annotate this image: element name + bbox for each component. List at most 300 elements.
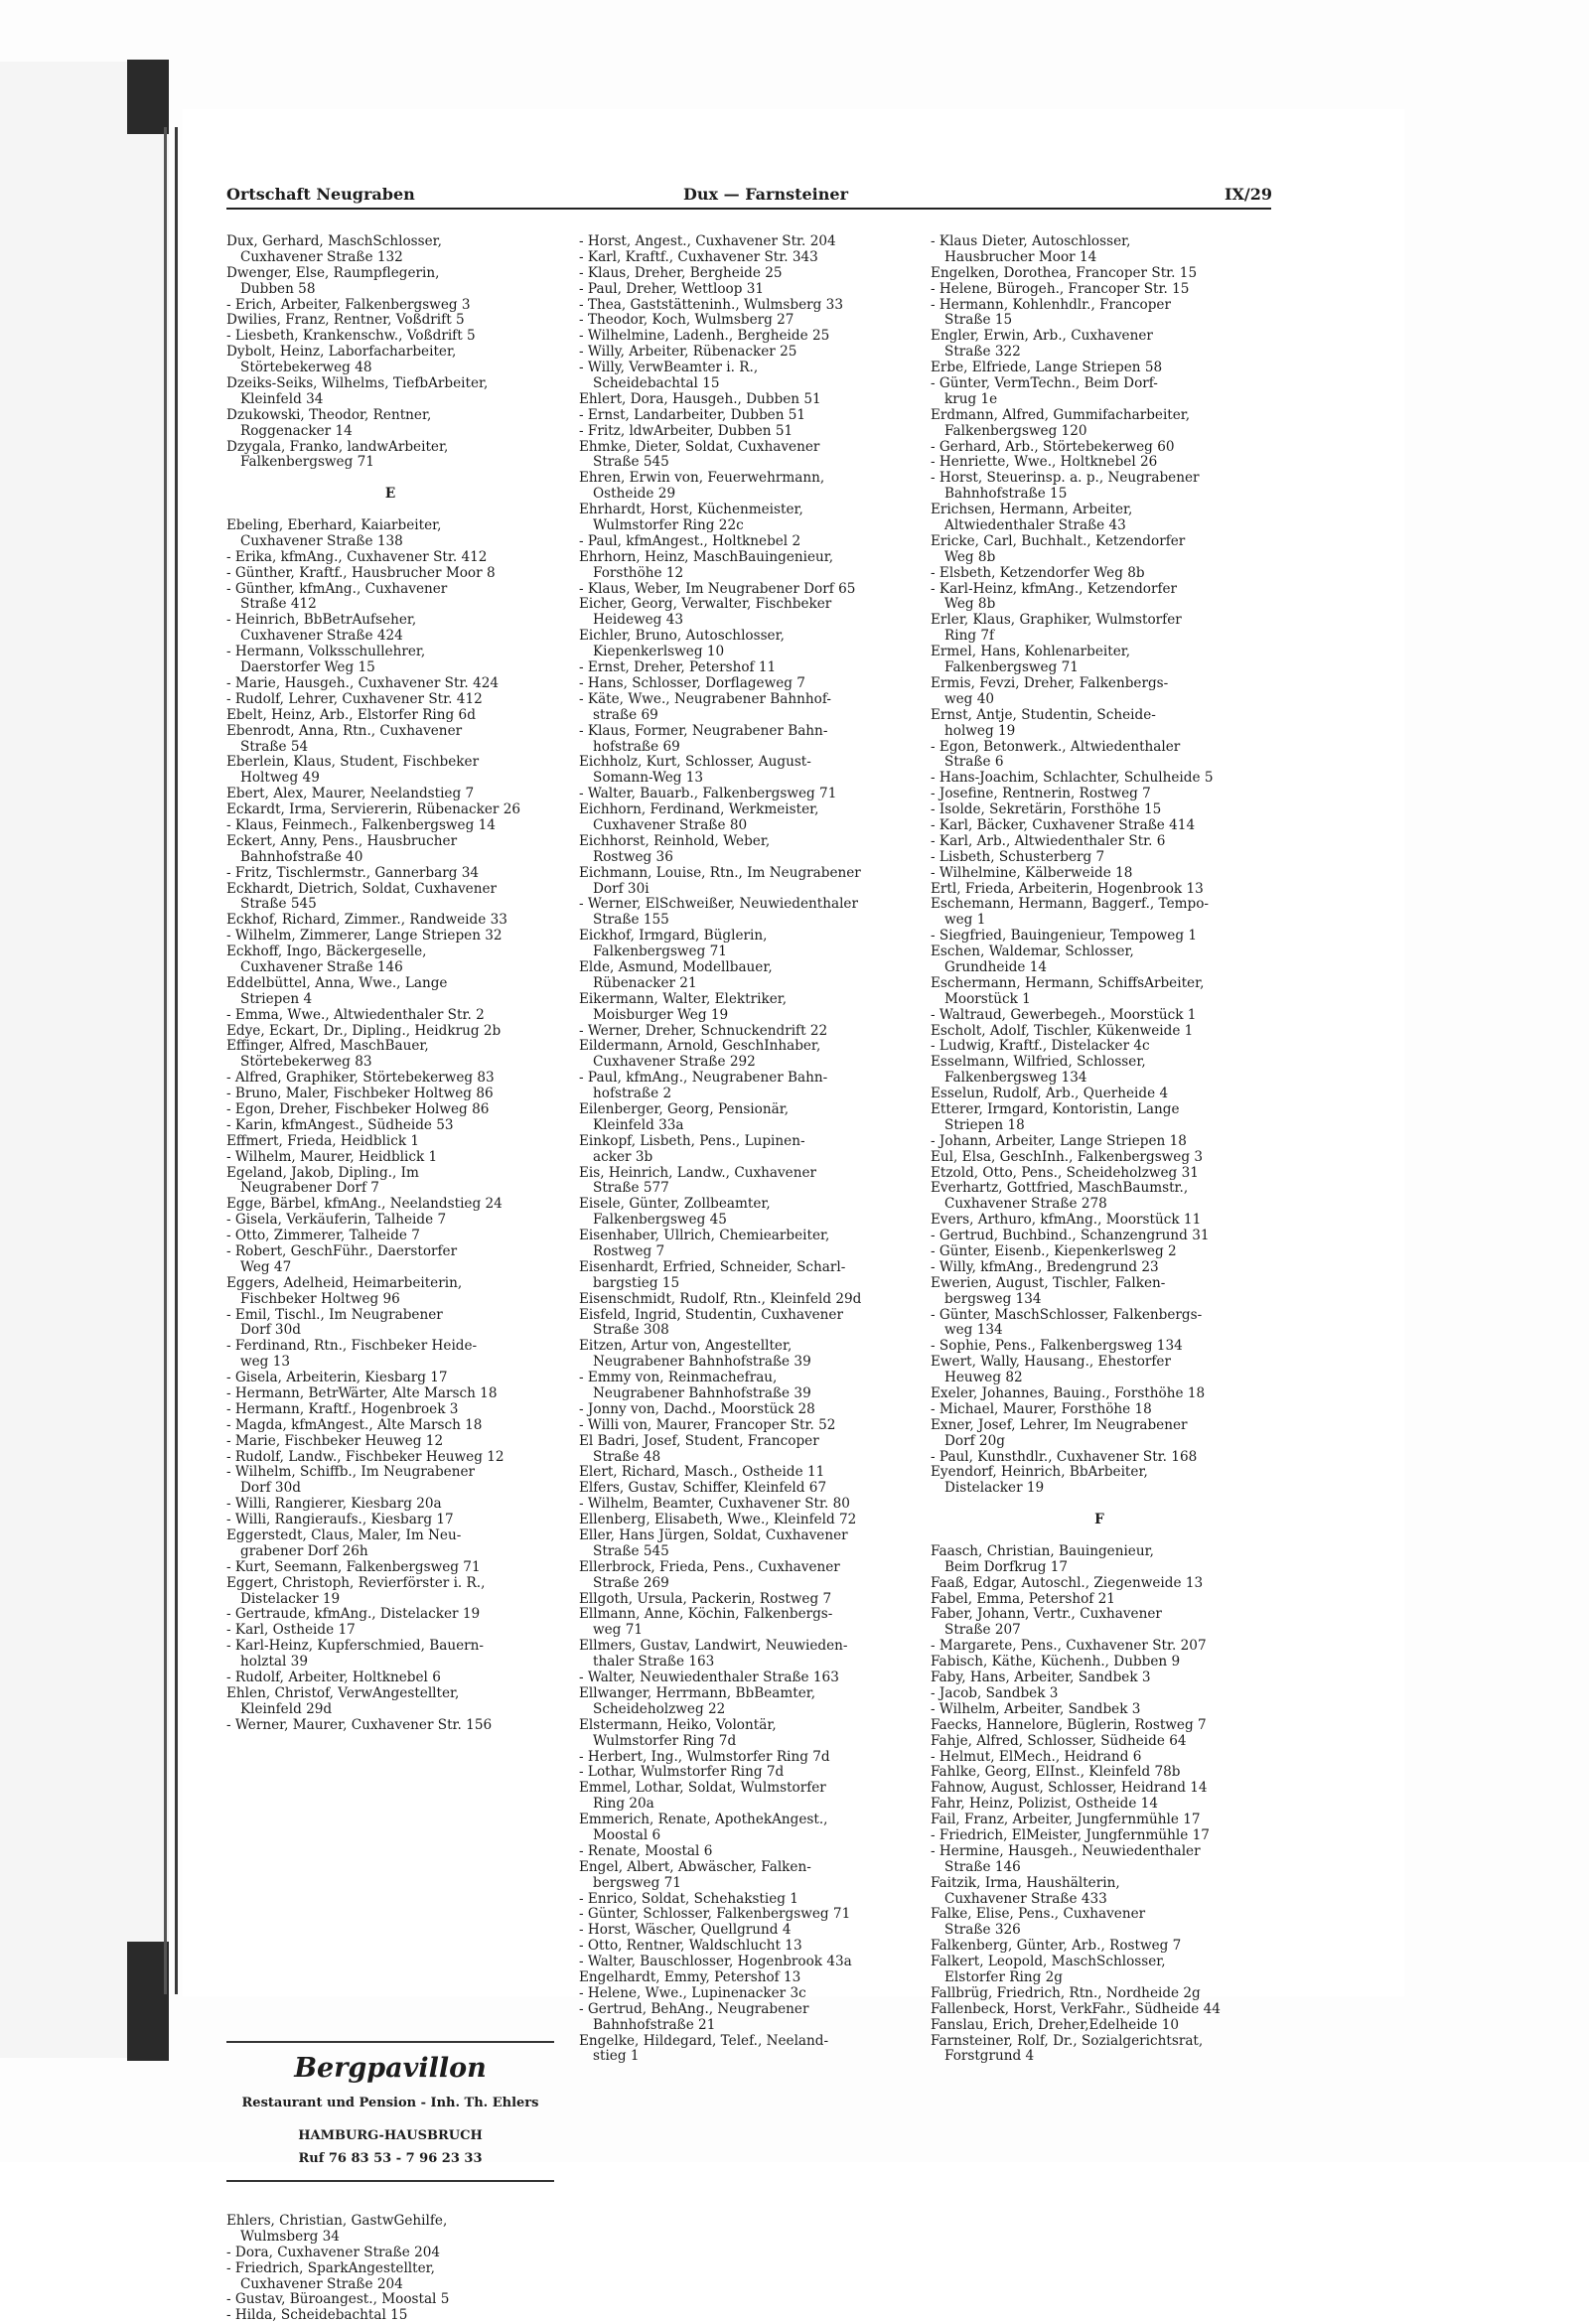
directory-entry-continuation: Straße 545	[593, 454, 669, 471]
directory-entry: Fanslau, Erich, Dreher,Edelheide 10	[931, 2016, 1180, 2033]
directory-entry: - Wilhelm, Arbeiter, Sandbek 3	[931, 1700, 1141, 1717]
directory-entry: - Horst, Steuerinsp. a. p., Neugrabener	[931, 470, 1200, 487]
directory-entry: Ebelt, Heinz, Arb., Elstorfer Ring 6d	[226, 706, 476, 723]
directory-entry: - Käte, Wwe., Neugrabener Bahnhof-	[579, 690, 831, 707]
directory-entry: Effmert, Frieda, Heidblick 1	[226, 1132, 420, 1149]
directory-entry: Faecks, Hannelore, Büglerin, Rostweg 7	[931, 1716, 1207, 1733]
directory-entry-continuation: stieg 1	[593, 2048, 640, 2065]
directory-entry: Farnsteiner, Rolf, Dr., Sozialgerichtsrat,	[931, 2032, 1204, 2049]
directory-entry: Evers, Arthuro, kfmAng., Moorstück 11	[931, 1212, 1202, 1229]
directory-entry: - Günther, kfmAng., Cuxhavener	[226, 580, 448, 597]
directory-entry-continuation: Dorf 30d	[240, 1322, 301, 1339]
directory-entry-continuation: Straße 48	[593, 1448, 661, 1465]
directory-entry-continuation: Cuxhavener Straße 132	[240, 248, 403, 265]
directory-entry: Faasch, Christian, Bauingenieur,	[931, 1542, 1154, 1559]
directory-entry: - Friedrich, SparkAngestellter,	[226, 2259, 435, 2276]
directory-entry: - Rudolf, Arbeiter, Holtknebel 6	[226, 1670, 441, 1686]
directory-entry-continuation: Dubben 58	[240, 280, 316, 297]
directory-entry: - Lisbeth, Schusterberg 7	[931, 848, 1105, 865]
running-header-center: Dux — Farnsteiner	[683, 185, 848, 204]
ad-title: Bergpavillon	[294, 2053, 487, 2084]
directory-column-1	[226, 234, 554, 1734]
directory-entry: - Helene, Wwe., Lupinenacker 3c	[579, 1984, 806, 2001]
directory-entry: - Jonny von, Dachd., Moorstück 28	[579, 1400, 815, 1417]
directory-entry: - Karl, Bäcker, Cuxhavener Straße 414	[931, 816, 1196, 833]
directory-entry-continuation: grabener Dorf 26h	[240, 1542, 368, 1559]
directory-entry-continuation: Cuxhavener Straße 138	[240, 532, 403, 549]
directory-entry: - Ernst, Landarbeiter, Dubben 51	[579, 406, 806, 423]
directory-entry: - Lothar, Wulmstorfer Ring 7d	[579, 1764, 785, 1781]
directory-entry-continuation: thaler Straße 163	[593, 1654, 715, 1670]
directory-entry: - Kurt, Seemann, Falkenbergsweg 71	[226, 1558, 481, 1575]
directory-entry: Ehlert, Dora, Hausgeh., Dubben 51	[579, 390, 821, 407]
directory-entry: - Erika, kfmAng., Cuxhavener Str. 412	[226, 548, 488, 565]
directory-entry: Eicher, Georg, Verwalter, Fischbeker	[579, 596, 832, 613]
directory-entry: - Hermine, Hausgeh., Neuwiedenthaler	[931, 1842, 1201, 1859]
directory-entry: Fabisch, Käthe, Küchenh., Dubben 9	[931, 1654, 1181, 1670]
directory-entry: Dzukowski, Theodor, Rentner,	[226, 406, 432, 423]
directory-entry: - Gertrud, Buchbind., Schanzengrund 31	[931, 1228, 1210, 1244]
directory-entry: - Bruno, Maler, Fischbeker Holtweg 86	[226, 1086, 494, 1102]
directory-entry-continuation: Cuxhavener Straße 278	[944, 1196, 1107, 1213]
directory-entry-continuation: Forsthöhe 12	[593, 564, 684, 581]
directory-entry: - Günter, MaschSchlosser, Falkenbergs-	[931, 1306, 1203, 1323]
directory-entry-continuation: Elstorfer Ring 2g	[944, 1968, 1063, 1985]
directory-entry: Etterer, Irmgard, Kontoristin, Lange	[931, 1100, 1180, 1117]
directory-entry: - Klaus, Weber, Im Neugrabener Dorf 65	[579, 580, 856, 597]
directory-entry-continuation: Straße 146	[944, 1858, 1021, 1875]
directory-entry: Ernst, Antje, Studentin, Scheide-	[931, 706, 1156, 723]
directory-entry: Ehrhardt, Horst, Küchenmeister,	[579, 502, 803, 518]
directory-entry-continuation: Bahnhofstraße 40	[240, 848, 363, 865]
directory-entry: - Dora, Cuxhavener Straße 204	[226, 2244, 441, 2260]
header-rule	[226, 208, 1271, 210]
directory-entry-continuation: Altwiedenthaler Straße 43	[944, 517, 1126, 534]
directory-entry: - Siegfried, Bauingenieur, Tempoweg 1	[931, 928, 1198, 944]
directory-entry: Ellmann, Anne, Köchin, Falkenbergs-	[579, 1606, 833, 1623]
directory-entry: - Gerhard, Arb., Störtebekerweg 60	[931, 438, 1175, 455]
directory-entry: Eyendorf, Heinrich, BbArbeiter,	[931, 1464, 1148, 1481]
directory-entry: Eisenhardt, Erfried, Schneider, Scharl-	[579, 1258, 846, 1275]
directory-entry: - Otto, Rentner, Waldschlucht 13	[579, 1938, 802, 1955]
directory-entry-continuation: Falkenbergsweg 120	[944, 422, 1087, 439]
directory-entry: Eitzen, Artur von, Angestellter,	[579, 1338, 793, 1355]
directory-entry: - Fritz, ldwArbeiter, Dubben 51	[579, 422, 794, 439]
directory-entry: Exeler, Johannes, Bauing., Forsthöhe 18	[931, 1385, 1206, 1402]
directory-entry: Eisenhaber, Ullrich, Chemiearbeiter,	[579, 1228, 830, 1244]
directory-entry: - Johann, Arbeiter, Lange Striepen 18	[931, 1132, 1187, 1149]
directory-entry: Ericke, Carl, Buchhalt., Ketzendorfer	[931, 532, 1186, 549]
directory-entry-continuation: Cuxhavener Straße 433	[944, 1890, 1107, 1907]
directory-entry: - Henriette, Wwe., Holtknebel 26	[931, 454, 1158, 471]
directory-entry-continuation: Grundheide 14	[944, 958, 1048, 975]
directory-entry: - Herbert, Ing., Wulmstorfer Ring 7d	[579, 1748, 830, 1765]
directory-entry: Ellerbrock, Frieda, Pens., Cuxhavener	[579, 1558, 840, 1575]
directory-entry-continuation: Straße 6	[944, 754, 1004, 771]
directory-entry: Fahr, Heinz, Polizist, Ostheide 14	[931, 1796, 1158, 1813]
directory-entry-continuation: Rostweg 36	[593, 848, 673, 865]
directory-entry: - Karl-Heinz, kfmAng., Ketzendorfer	[931, 580, 1178, 597]
directory-entry: - Willy, Arbeiter, Rübenacker 25	[579, 344, 797, 361]
directory-entry: - Willy, VerwBeamter i. R.,	[579, 360, 759, 376]
directory-entry: - Erich, Arbeiter, Falkenbergsweg 3	[226, 296, 471, 313]
directory-entry: - Ernst, Dreher, Petershof 11	[579, 659, 777, 676]
directory-entry-continuation: weg 1	[944, 912, 986, 929]
directory-entry: Effinger, Alfred, MaschBauer,	[226, 1038, 429, 1055]
directory-entry: Everhartz, Gottfried, MaschBaumstr.,	[931, 1180, 1189, 1197]
directory-entry: Ellmers, Gustav, Landwirt, Neuwieden-	[579, 1638, 848, 1655]
directory-entry: - Karin, kfmAngest., Südheide 53	[226, 1116, 454, 1133]
directory-entry-continuation: Straße 577	[593, 1180, 669, 1197]
directory-entry: Faby, Hans, Arbeiter, Sandbek 3	[931, 1670, 1151, 1686]
directory-entry: - Alfred, Graphiker, Störtebekerweg 83	[226, 1070, 495, 1087]
directory-entry-continuation: bergsweg 71	[593, 1874, 681, 1891]
directory-entry: - Gustav, Büroangest., Moostal 5	[226, 2291, 450, 2308]
directory-entry: Eggert, Christoph, Revierförster i. R.,	[226, 1574, 486, 1591]
directory-entry: Dwenger, Else, Raumpflegerin,	[226, 264, 440, 281]
directory-entry: Eis, Heinrich, Landw., Cuxhavener	[579, 1164, 817, 1181]
directory-entry: - Werner, Maurer, Cuxhavener Str. 156	[226, 1716, 493, 1733]
directory-entry: - Ferdinand, Rtn., Fischbeker Heide-	[226, 1338, 478, 1355]
directory-entry: - Gertraude, kfmAng., Distelacker 19	[226, 1606, 481, 1623]
directory-entry-continuation: Dorf 30i	[593, 880, 650, 897]
directory-entry: Elstermann, Heiko, Volontär,	[579, 1716, 777, 1733]
directory-entry-continuation: Wulmstorfer Ring 7d	[593, 1732, 737, 1749]
directory-entry: Fallbrüg, Friedrich, Rtn., Nordheide 2g	[931, 1984, 1201, 2001]
directory-entry: Esselun, Rudolf, Arb., Querheide 4	[931, 1086, 1169, 1102]
directory-entry-continuation: Kleinfeld 33a	[593, 1116, 684, 1133]
directory-entry-continuation: straße 69	[593, 706, 658, 723]
directory-entry: Ebenrodt, Anna, Rtn., Cuxhavener	[226, 722, 463, 739]
directory-entry-continuation: Fischbeker Holtweg 96	[240, 1290, 400, 1307]
directory-entry: - Hermann, Kraftf., Hogenbroek 3	[226, 1400, 459, 1417]
directory-entry-continuation: Straße 322	[944, 344, 1021, 361]
directory-entry: Engelke, Hildegard, Telef., Neeland-	[579, 2032, 829, 2049]
directory-entry-continuation: weg 134	[944, 1322, 1003, 1339]
directory-entry: - Willy, kfmAng., Bredengrund 23	[931, 1258, 1159, 1275]
directory-entry-continuation: bergsweg 134	[944, 1290, 1042, 1307]
directory-entry-continuation: Beim Dorfkrug 17	[944, 1558, 1069, 1575]
directory-entry-continuation: Falkenbergsweg 71	[944, 659, 1079, 676]
directory-entry-continuation: hofstraße 2	[593, 1086, 672, 1102]
directory-entry: - Paul, kfmAngest., Holtknebel 2	[579, 532, 801, 549]
directory-entry: - Willi, Rangierer, Kiesbarg 20a	[226, 1496, 442, 1513]
directory-entry: Engelken, Dorothea, Francoper Str. 15	[931, 264, 1198, 281]
directory-entry: - Enrico, Soldat, Schehakstieg 1	[579, 1890, 798, 1907]
directory-entry: Eckhoff, Ingo, Bäckergeselle,	[226, 944, 427, 960]
directory-entry: - Sophie, Pens., Falkenbergsweg 134	[931, 1338, 1183, 1355]
directory-entry-continuation: krug 1e	[944, 390, 998, 407]
directory-entry-continuation: Holtweg 49	[240, 770, 320, 787]
directory-entry: Fallenbeck, Horst, VerkFahr., Südheide 44	[931, 2000, 1221, 2017]
section-letter: E	[384, 486, 396, 503]
directory-entry-continuation: Weg 8b	[944, 596, 996, 613]
directory-column-1-tail	[226, 2214, 554, 2324]
directory-entry-continuation: Cuxhavener Straße 146	[240, 958, 403, 975]
directory-entry-continuation: Forstgrund 4	[944, 2048, 1035, 2065]
directory-entry: - Werner, Dreher, Schnuckendrift 22	[579, 1022, 828, 1039]
directory-entry: - Josefine, Rentnerin, Rostweg 7	[931, 786, 1151, 802]
directory-entry: Fahlke, Georg, ElInst., Kleinfeld 78b	[931, 1764, 1181, 1781]
directory-entry: Engel, Albert, Abwäscher, Falken-	[579, 1858, 811, 1875]
directory-entry: Eikermann, Walter, Elektriker,	[579, 990, 788, 1007]
directory-entry: - Karl, Arb., Altwiedenthaler Str. 6	[931, 832, 1166, 849]
directory-entry-continuation: Distelacker 19	[944, 1480, 1045, 1497]
directory-entry: - Rudolf, Landw., Fischbeker Heuweg 12	[226, 1448, 505, 1465]
directory-entry-continuation: Störtebekerweg 83	[240, 1054, 372, 1071]
directory-entry: Ebert, Alex, Maurer, Neelandstieg 7	[226, 786, 475, 802]
directory-entry-continuation: Scheideholzweg 22	[593, 1700, 726, 1717]
directory-entry: - Wilhelm, Beamter, Cuxhavener Str. 80	[579, 1496, 850, 1513]
directory-entry: Eberlein, Klaus, Student, Fischbeker	[226, 754, 480, 771]
directory-entry: - Karl, Ostheide 17	[226, 1622, 356, 1639]
directory-entry-continuation: weg 40	[944, 690, 995, 707]
directory-entry-continuation: Moostal 6	[593, 1826, 661, 1843]
directory-entry-continuation: Weg 47	[240, 1258, 292, 1275]
directory-entry-continuation: Bahnhofstraße 15	[944, 486, 1068, 503]
directory-entry: - Paul, Dreher, Wettloop 31	[579, 280, 765, 297]
ad-line-3: Ruf 76 83 53 - 7 96 23 33	[298, 2151, 483, 2166]
directory-entry: - Willi, Rangieraufs., Kiesbarg 17	[226, 1512, 454, 1528]
directory-entry: Eddelbüttel, Anna, Wwe., Lange	[226, 974, 448, 991]
directory-entry-continuation: Kiepenkerlsweg 10	[593, 644, 725, 660]
directory-entry-continuation: Scheidebachtal 15	[593, 375, 720, 392]
directory-entry: - Walter, Bauarb., Falkenbergsweg 71	[579, 786, 837, 802]
directory-entry-continuation: Falkenbergsweg 45	[593, 1212, 727, 1229]
directory-entry-continuation: Wulmstorfer Ring 22c	[593, 517, 744, 534]
directory-entry: - Isolde, Sekretärin, Forsthöhe 15	[931, 801, 1162, 818]
directory-entry: Eildermann, Arnold, GeschInhaber,	[579, 1038, 821, 1055]
directory-entry: - Michael, Maurer, Forsthöhe 18	[931, 1400, 1152, 1417]
directory-entry: Eschermann, Hermann, SchiffsArbeiter,	[931, 974, 1205, 991]
directory-entry: - Waltraud, Gewerbegeh., Moorstück 1	[931, 1006, 1197, 1023]
directory-entry: - Gisela, Arbeiterin, Kiesbarg 17	[226, 1370, 448, 1386]
directory-entry: Einkopf, Lisbeth, Pens., Lupinen-	[579, 1132, 805, 1149]
directory-entry: Eichhorst, Reinhold, Weber,	[579, 832, 771, 849]
directory-entry: - Jacob, Sandbek 3	[931, 1684, 1059, 1701]
directory-entry-continuation: Ring 7f	[944, 628, 995, 645]
directory-entry: - Marie, Fischbeker Heuweg 12	[226, 1432, 444, 1449]
directory-entry: Eichler, Bruno, Autoschlosser,	[579, 628, 785, 645]
directory-entry: - Walter, Bauschlosser, Hogenbrook 43a	[579, 1954, 852, 1970]
directory-entry: - Walter, Neuwiedenthaler Straße 163	[579, 1670, 839, 1686]
directory-entry-continuation: Straße 545	[593, 1542, 669, 1559]
spine-edge-inner	[175, 127, 178, 1994]
directory-entry: - Fritz, Tischlermstr., Gannerbarg 34	[226, 864, 480, 881]
directory-entry-continuation: hofstraße 69	[593, 738, 680, 755]
directory-entry: - Renate, Moostal 6	[579, 1842, 713, 1859]
directory-entry: Engler, Erwin, Arb., Cuxhavener	[931, 328, 1153, 345]
directory-entry: - Helene, Bürogeh., Francoper Str. 15	[931, 280, 1190, 297]
directory-entry-continuation: Cuxhavener Straße 292	[593, 1054, 756, 1071]
directory-entry: Escholt, Adolf, Tischler, Kükenweide 1	[931, 1022, 1194, 1039]
directory-entry: - Klaus, Former, Neugrabener Bahn-	[579, 722, 828, 739]
directory-entry: Faitzik, Irma, Haushälterin,	[931, 1874, 1120, 1891]
directory-entry-continuation: Striepen 4	[240, 990, 313, 1007]
directory-entry-continuation: acker 3b	[593, 1148, 653, 1165]
directory-entry-continuation: Daerstorfer Weg 15	[240, 659, 375, 676]
directory-entry: - Liesbeth, Krankenschw., Voßdrift 5	[226, 328, 476, 345]
directory-entry: Eichhorn, Ferdinand, Werkmeister,	[579, 801, 819, 818]
directory-entry: - Karl-Heinz, Kupferschmied, Bauern-	[226, 1638, 485, 1655]
directory-entry-continuation: holweg 19	[944, 722, 1016, 739]
directory-entry-continuation: Falkenbergsweg 134	[944, 1070, 1087, 1087]
directory-entry: - Günther, Kraftf., Hausbrucher Moor 8	[226, 564, 496, 581]
directory-entry-continuation: Falkenbergsweg 71	[593, 944, 727, 960]
directory-entry	[931, 1497, 1268, 1513]
directory-entry: - Otto, Zimmerer, Talheide 7	[226, 1228, 420, 1244]
directory-entry: Dybolt, Heinz, Laborfacharbeiter,	[226, 344, 457, 361]
directory-entry: Faaß, Edgar, Autoschl., Ziegenweide 13	[931, 1574, 1204, 1591]
directory-entry-continuation: Cuxhavener Straße 80	[593, 816, 748, 833]
directory-entry-continuation: weg 71	[593, 1622, 644, 1639]
directory-entry-continuation: Cuxhavener Straße 424	[240, 628, 403, 645]
directory-entry-continuation: Neugrabener Bahnhofstraße 39	[593, 1354, 811, 1371]
directory-entry: - Ludwig, Kraftf., Distelacker 4c	[931, 1038, 1150, 1055]
directory-entry: - Günter, Eisenb., Kiepenkerlsweg 2	[931, 1243, 1177, 1259]
directory-entry: - Wilhelmine, Ladenh., Bergheide 25	[579, 328, 830, 345]
directory-entry: Elde, Asmund, Modellbauer,	[579, 958, 773, 975]
directory-entry: - Horst, Wäscher, Quellgrund 4	[579, 1922, 792, 1939]
directory-entry: Eisfeld, Ingrid, Studentin, Cuxhavener	[579, 1306, 843, 1323]
directory-entry: - Hermann, BetrWärter, Alte Marsch 18	[226, 1385, 498, 1402]
directory-entry: - Gisela, Verkäuferin, Talheide 7	[226, 1212, 447, 1229]
directory-entry: - Theodor, Koch, Wulmsberg 27	[579, 312, 794, 329]
advertisement-box	[226, 2041, 554, 2182]
directory-entry: Fahnow, August, Schlosser, Heidrand 14	[931, 1780, 1208, 1797]
directory-entry: - Paul, Kunsthdlr., Cuxhavener Str. 168	[931, 1448, 1198, 1465]
directory-entry: Eickhof, Irmgard, Büglerin,	[579, 928, 768, 944]
directory-entry: Ehlen, Christof, VerwAngestellter,	[226, 1684, 460, 1701]
directory-entry: - Werner, ElSchweißer, Neuwiedenthaler	[579, 896, 858, 913]
directory-entry: Eichholz, Kurt, Schlosser, August-	[579, 754, 811, 771]
directory-entry-continuation: Straße 155	[593, 912, 669, 929]
directory-entry: Fabel, Emma, Petershof 21	[931, 1590, 1115, 1607]
directory-entry: - Hilda, Scheidebachtal 15	[226, 2307, 408, 2324]
directory-entry: Eckhardt, Dietrich, Soldat, Cuxhavener	[226, 880, 498, 897]
directory-entry: Eul, Elsa, GeschInh., Falkenbergsweg 3	[931, 1148, 1204, 1165]
directory-entry: - Emmy von, Reinmachefrau,	[579, 1370, 778, 1386]
directory-entry-continuation: Straße 326	[944, 1922, 1021, 1939]
running-header-right: IX/29	[1225, 185, 1273, 204]
directory-entry: Egge, Bärbel, kfmAng., Neelandstieg 24	[226, 1196, 503, 1213]
directory-entry: Faber, Johann, Vertr., Cuxhavener	[931, 1606, 1162, 1623]
running-header-left: Ortschaft Neugraben	[226, 185, 415, 204]
directory-entry: Dzeiks-Seiks, Wilhelms, TiefbArbeiter,	[226, 375, 489, 392]
directory-entry-continuation: holztal 39	[240, 1654, 308, 1670]
directory-entry: Emmel, Lothar, Soldat, Wulmstorfer	[579, 1780, 826, 1797]
directory-entry: Eller, Hans Jürgen, Soldat, Cuxhavener	[579, 1527, 848, 1544]
directory-entry: - Willi von, Maurer, Francoper Str. 52	[579, 1416, 836, 1433]
directory-entry: - Emil, Tischl., Im Neugrabener	[226, 1306, 443, 1323]
directory-entry: Falke, Elise, Pens., Cuxhavener	[931, 1906, 1146, 1923]
directory-entry: - Egon, Dreher, Fischbeker Holweg 86	[226, 1100, 490, 1117]
directory-entry: Exner, Josef, Lehrer, Im Neugrabener	[931, 1416, 1188, 1433]
directory-entry-continuation: Bahnhofstraße 21	[593, 2016, 716, 2033]
directory-entry-continuation: Heideweg 43	[593, 612, 683, 629]
directory-entry: - Wilhelm, Maurer, Heidblick 1	[226, 1148, 438, 1165]
ad-line-2: HAMBURG-HAUSBRUCH	[298, 2128, 483, 2143]
directory-entry: - Magda, kfmAngest., Alte Marsch 18	[226, 1416, 483, 1433]
directory-entry: Eisele, Günter, Zollbeamter,	[579, 1196, 771, 1213]
directory-entry: Emmerich, Renate, ApothekAngest.,	[579, 1812, 828, 1828]
directory-entry: Eckhof, Richard, Zimmer., Randweide 33	[226, 912, 507, 929]
directory-entry: - Helmut, ElMech., Heidrand 6	[931, 1748, 1142, 1765]
directory-entry: Ebeling, Eberhard, Kaiarbeiter,	[226, 517, 442, 534]
directory-entry: - Rudolf, Lehrer, Cuxhavener Str. 412	[226, 690, 483, 707]
directory-entry-continuation: Dorf 30d	[240, 1480, 301, 1497]
directory-entry-continuation: Straße 207	[944, 1622, 1021, 1639]
directory-entry: Eggers, Adelheid, Heimarbeiterin,	[226, 1274, 463, 1291]
directory-column-2	[579, 234, 907, 2065]
directory-entry-continuation: Straße 545	[240, 896, 317, 913]
directory-entry-continuation: Ostheide 29	[593, 486, 676, 503]
ad-bottom-rule	[226, 2180, 554, 2182]
directory-entry: Elert, Richard, Masch., Ostheide 11	[579, 1464, 825, 1481]
directory-entry: - Wilhelm, Schiffb., Im Neugrabener	[226, 1464, 475, 1481]
directory-entry-continuation: Kleinfeld 34	[240, 390, 324, 407]
directory-entry: - Hermann, Volksschullehrer,	[226, 644, 426, 660]
directory-entry: Dzygala, Franko, landwArbeiter,	[226, 438, 449, 455]
directory-entry-continuation: Somann-Weg 13	[593, 770, 704, 787]
directory-entry: - Thea, Gaststätteninh., Wulmsberg 33	[579, 296, 843, 313]
directory-entry: Eisenschmidt, Rudolf, Rtn., Kleinfeld 29d	[579, 1290, 862, 1307]
directory-entry-continuation: weg 13	[240, 1354, 291, 1371]
left-page-fragment	[0, 62, 169, 2058]
directory-entry: Eilenberger, Georg, Pensionär,	[579, 1100, 790, 1117]
directory-entry: Ehlers, Christian, GastwGehilfe,	[226, 2213, 448, 2229]
directory-entry: Esselmann, Wilfried, Schlosser,	[931, 1054, 1146, 1071]
directory-entry: Erichsen, Hermann, Arbeiter,	[931, 502, 1133, 518]
directory-entry: Erler, Klaus, Graphiker, Wulmstorfer	[931, 612, 1182, 629]
directory-entry-continuation: Straße 269	[593, 1574, 669, 1591]
directory-entry: - Hermann, Kohlenhdlr., Francoper	[931, 296, 1171, 313]
directory-entry: - Heinrich, BbBetrAufseher,	[226, 612, 417, 629]
directory-entry: Ewerien, August, Tischler, Falken-	[931, 1274, 1166, 1291]
directory-entry: Ehren, Erwin von, Feuerwehrmann,	[579, 470, 825, 487]
directory-entry: - Wilhelm, Zimmerer, Lange Striepen 32	[226, 928, 503, 944]
directory-entry-continuation: Straße 412	[240, 596, 317, 613]
directory-entry: Falkert, Leopold, MaschSchlosser,	[931, 1954, 1166, 1970]
directory-entry: - Wilhelmine, Kälberweide 18	[931, 864, 1133, 881]
directory-entry: Ehrhorn, Heinz, MaschBauingenieur,	[579, 548, 834, 565]
directory-column-3	[931, 234, 1268, 2065]
directory-entry: - Robert, GeschFühr., Daerstorfer	[226, 1243, 458, 1259]
directory-entry: Dux, Gerhard, MaschSchlosser,	[226, 233, 442, 249]
directory-entry-continuation: Cuxhavener Straße 204	[240, 2275, 403, 2292]
directory-entry: - Egon, Betonwerk., Altwiedenthaler	[931, 738, 1181, 755]
directory-entry: Erbe, Elfriede, Lange Striepen 58	[931, 360, 1163, 376]
directory-entry: - Klaus, Feinmech., Falkenbergsweg 14	[226, 816, 496, 833]
directory-entry: - Klaus, Dreher, Bergheide 25	[579, 264, 783, 281]
directory-entry: Eggerstedt, Claus, Maler, Im Neu-	[226, 1527, 462, 1544]
directory-entry-continuation: Dorf 20g	[944, 1432, 1005, 1449]
ad-line-1: Restaurant und Pension - Inh. Th. Ehlers	[241, 2096, 539, 2110]
directory-entry: - Günter, VermTechn., Beim Dorf-	[931, 375, 1158, 392]
directory-entry: Edye, Eckart, Dr., Dipling., Heidkrug 2b	[226, 1022, 502, 1039]
directory-entry: Fahje, Alfred, Schlosser, Südheide 64	[931, 1732, 1187, 1749]
directory-entry: - Gertrud, BehAng., Neugrabener	[579, 2000, 809, 2017]
directory-entry: - Horst, Angest., Cuxhavener Str. 204	[579, 233, 836, 249]
binding-shadow-top	[127, 60, 169, 134]
directory-entry	[931, 1528, 1268, 1544]
directory-entry-continuation: Moorstück 1	[944, 990, 1031, 1007]
directory-entry-continuation: Straße 15	[944, 312, 1013, 329]
ad-top-rule	[226, 2041, 554, 2043]
directory-entry: Ellgoth, Ursula, Packerin, Rostweg 7	[579, 1590, 832, 1607]
directory-entry-continuation: Roggenacker 14	[240, 422, 353, 439]
directory-entry: Engelhardt, Emmy, Petershof 13	[579, 1968, 801, 1985]
